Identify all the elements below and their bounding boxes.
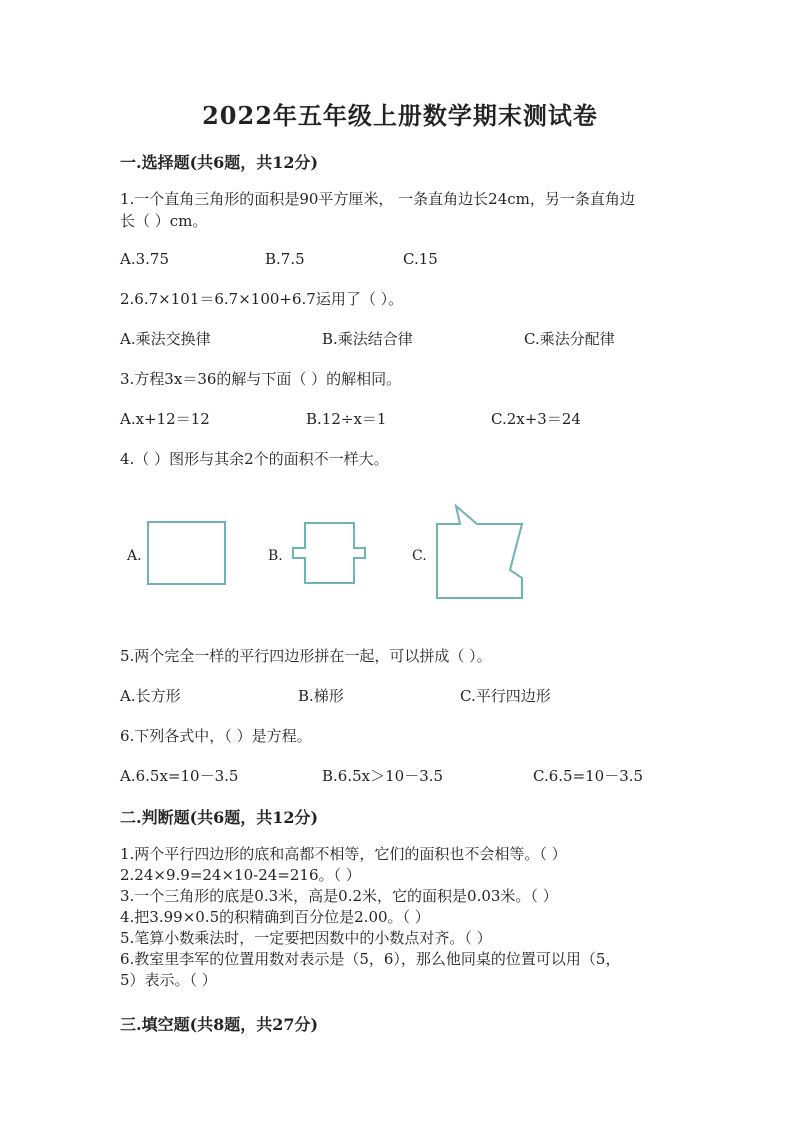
q2-option-b: B.乘法结合律 <box>322 330 413 348</box>
shape-c-irregular <box>437 506 522 598</box>
judge-item-4: 4.把3.99×0.5的积精确到百分位是2.00。（ ） <box>120 908 430 926</box>
shape-a-label: A. <box>127 548 142 564</box>
q2-option-c: C.乘法分配律 <box>524 330 615 348</box>
question-4: 4.（ ）图形与其余2个的面积不一样大。 <box>120 450 389 468</box>
q6-option-c: C.6.5=10－3.5 <box>533 767 644 785</box>
shape-b-notched <box>293 523 365 583</box>
q6-option-a: A.6.5x=10－3.5 <box>120 767 239 785</box>
question-1-line2: 长（ ）cm。 <box>120 212 208 230</box>
q6-option-b: B.6.5x＞10－3.5 <box>322 767 444 785</box>
question-2: 2.6.7×101＝6.7×100+6.7运用了（ ）。 <box>120 290 404 308</box>
judge-item-3: 3.一个三角形的底是0.3米，高是0.2米，它的面积是0.03米。（ ） <box>120 887 558 905</box>
q3-option-a: A.x+12＝12 <box>120 410 210 428</box>
q1-option-a: A.3.75 <box>120 250 169 268</box>
judge-item-5: 5.笔算小数乘法时，一定要把因数中的小数点对齐。（ ） <box>120 929 492 947</box>
question-5: 5.两个完全一样的平行四边形拼在一起，可以拼成（ ）。 <box>120 647 492 665</box>
shape-a-rectangle <box>148 522 225 584</box>
q5-option-a: A.长方形 <box>120 687 181 705</box>
shape-c-label: C. <box>412 548 427 564</box>
shape-b-label: B. <box>268 548 283 564</box>
judge-item-6-line2: 5）表示。（ ） <box>120 971 217 989</box>
q5-option-b: B.梯形 <box>298 687 344 705</box>
question-1-line1: 1.一个直角三角形的面积是90平方厘米， 一条直角边长24cm，另一条直角边 <box>120 190 635 208</box>
q3-option-b: B.12÷x＝1 <box>306 410 387 428</box>
question-6: 6.下列各式中，（ ）是方程。 <box>120 727 312 745</box>
q1-option-c: C.15 <box>403 250 438 268</box>
q1-option-b: B.7.5 <box>265 250 305 268</box>
judge-item-2: 2.24×9.9=24×10-24=216。（ ） <box>120 866 361 884</box>
q3-option-c: C.2x+3＝24 <box>491 410 581 428</box>
q4-shapes-figure <box>115 498 535 608</box>
section-heading-true-false: 二.判断题(共6题，共12分) <box>120 808 319 827</box>
judge-item-6-line1: 6.教室里李军的位置用数对表示是（5，6），那么他同桌的位置可以用（5， <box>120 950 621 968</box>
question-3: 3.方程3x＝36的解与下面（ ）的解相同。 <box>120 370 402 388</box>
judge-item-1: 1.两个平行四边形的底和高都不相等，它们的面积也不会相等。（ ） <box>120 845 567 863</box>
section-heading-fill-blank: 三.填空题(共8题，共27分) <box>120 1015 319 1034</box>
q2-option-a: A.乘法交换律 <box>120 330 211 348</box>
page-title: 2022年五年级上册数学期末测试卷 <box>202 101 598 130</box>
q5-option-c: C.平行四边形 <box>460 687 551 705</box>
section-heading-choice: 一.选择题(共6题，共12分) <box>120 153 319 172</box>
